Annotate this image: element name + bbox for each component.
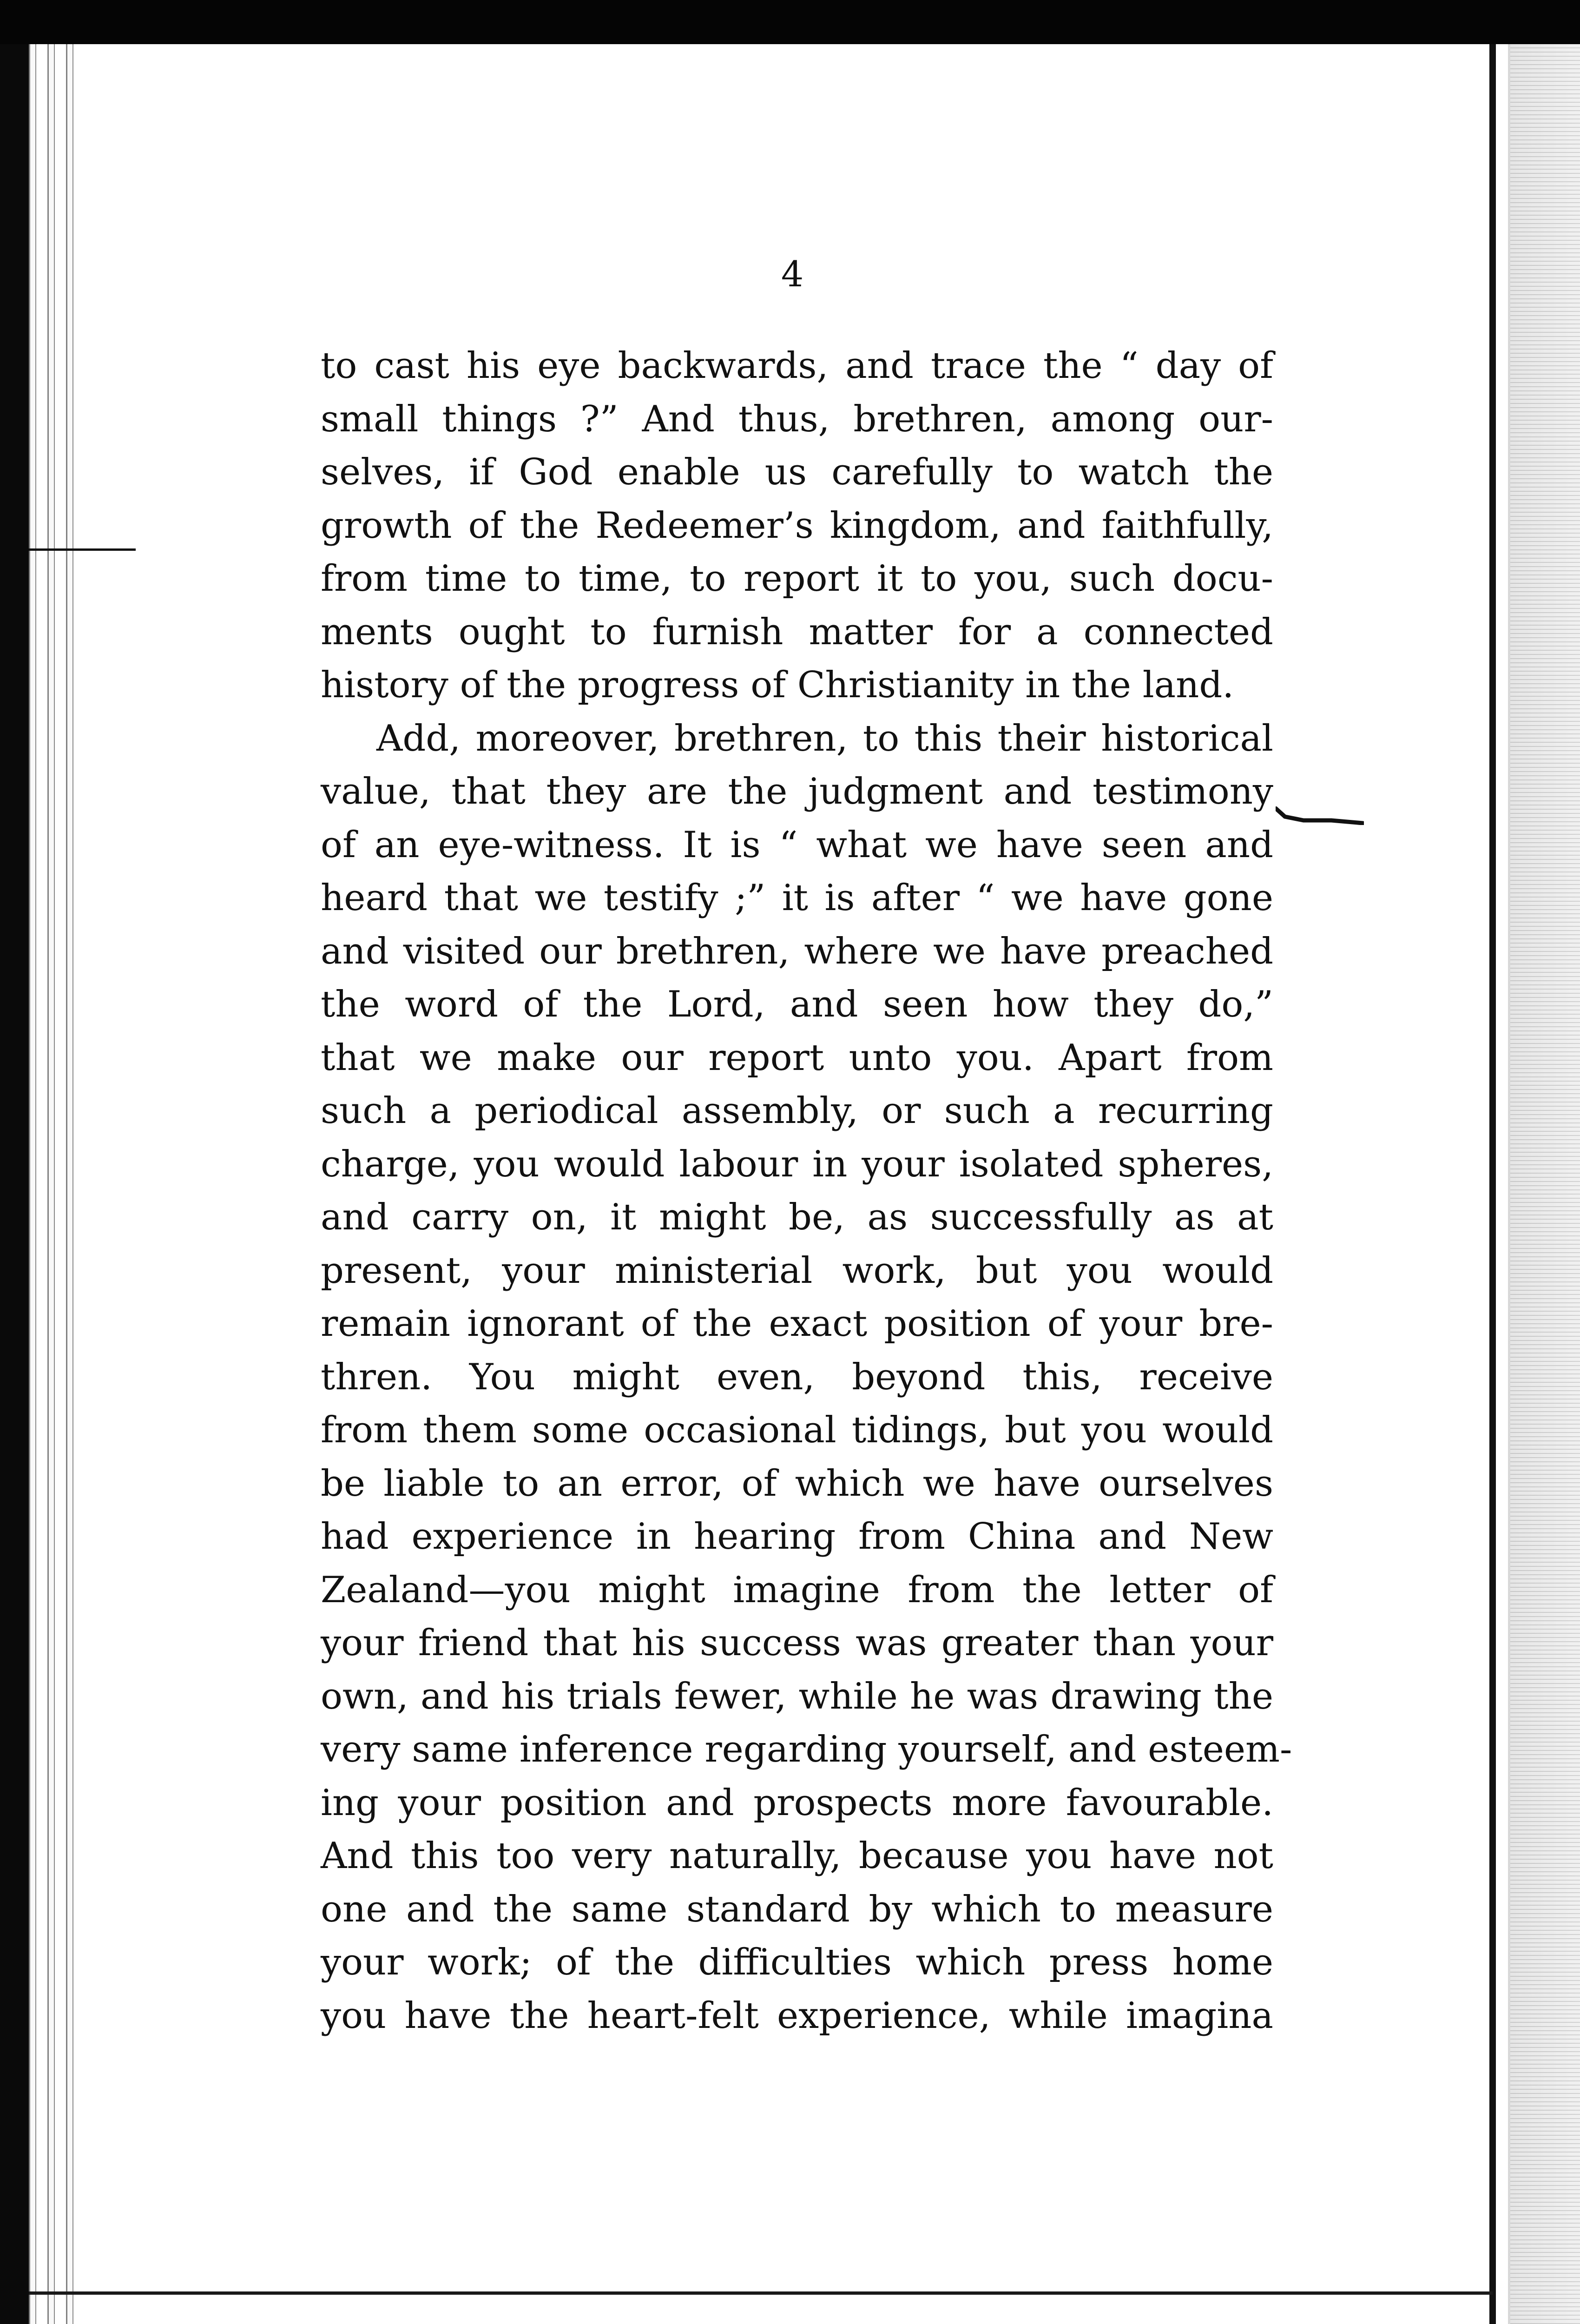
- text-line: remain ignorant of the exact position of your bre-: [321, 1303, 1273, 1345]
- text-line: ing your position and prospects more favourable.: [321, 1782, 1273, 1824]
- scan-bottom-rule: [29, 2291, 1493, 2295]
- text-line: and carry on, it might be, as successfully as at: [321, 1196, 1273, 1238]
- text-line: your work; of the difficulties which press home: [321, 1941, 1273, 1983]
- text-line: such a periodical assembly, or such a recurring: [321, 1090, 1273, 1132]
- text-line: Zealand—you might imagine from the letter of: [321, 1569, 1273, 1611]
- text-line: from time to time, to report it to you, such docu-: [321, 558, 1273, 600]
- text-line: you have the heart-felt experience, while imagina: [321, 1994, 1273, 2037]
- scan-left-binding-edge: [0, 44, 29, 2324]
- text-line: small things ?” And thus, brethren, among our-: [321, 398, 1273, 440]
- text-line: to cast his eye backwards, and trace the “ day of: [321, 345, 1273, 387]
- scan-left-gutter: [29, 44, 80, 2324]
- text-line: one and the same standard by which to measure: [321, 1888, 1273, 1930]
- text-line: your friend that his success was greater than your: [321, 1622, 1273, 1664]
- text-line: had experience in hearing from China and New: [321, 1516, 1273, 1558]
- scan-top-border: [0, 0, 1580, 44]
- text-line: charge, you would labour in your isolated spheres,: [321, 1143, 1273, 1185]
- text-line: value, that they are the judgment and testimony: [321, 771, 1273, 812]
- text-line: thren. You might even, beyond this, receive: [321, 1356, 1273, 1398]
- scan-right-texture: [1510, 44, 1580, 2324]
- text-line: the word of the Lord, and seen how they do,”: [321, 984, 1273, 1025]
- text-line: that we make our report unto you. Apart from: [321, 1037, 1273, 1079]
- text-line: growth of the Redeemer’s kingdom, and faithfully,: [321, 504, 1273, 547]
- text-line: very same inference regarding yourself, and esteem-: [321, 1729, 1292, 1770]
- text-line: history of the progress of Christianity in the land.: [321, 664, 1234, 706]
- text-line: be liable to an error, of which we have ourselves: [321, 1462, 1273, 1505]
- margin-rule-mark: [29, 548, 136, 551]
- body-text: [321, 339, 1292, 2042]
- text-line: own, and his trials fewer, while he was drawing the: [321, 1675, 1273, 1717]
- text-line: heard that we testify ;” it is after “ we have gone: [321, 877, 1273, 919]
- text-line: Add, moreover, brethren, to this their historical: [376, 717, 1273, 759]
- margin-pen-mark: [1276, 806, 1364, 825]
- text-line: And this too very naturally, because you have not: [321, 1835, 1273, 1877]
- text-line: selves, if God enable us carefully to watch the: [321, 451, 1273, 493]
- text-line: ments ought to furnish matter for a connected: [321, 611, 1273, 653]
- text-line: of an eye-witness. It is “ what we have seen and: [321, 824, 1273, 866]
- text-line: present, your ministerial work, but you would: [321, 1249, 1273, 1292]
- page-number: 4: [781, 253, 804, 295]
- text-line: from them some occasional tidings, but you would: [321, 1409, 1273, 1451]
- text-line: and visited our brethren, where we have preached: [321, 930, 1273, 972]
